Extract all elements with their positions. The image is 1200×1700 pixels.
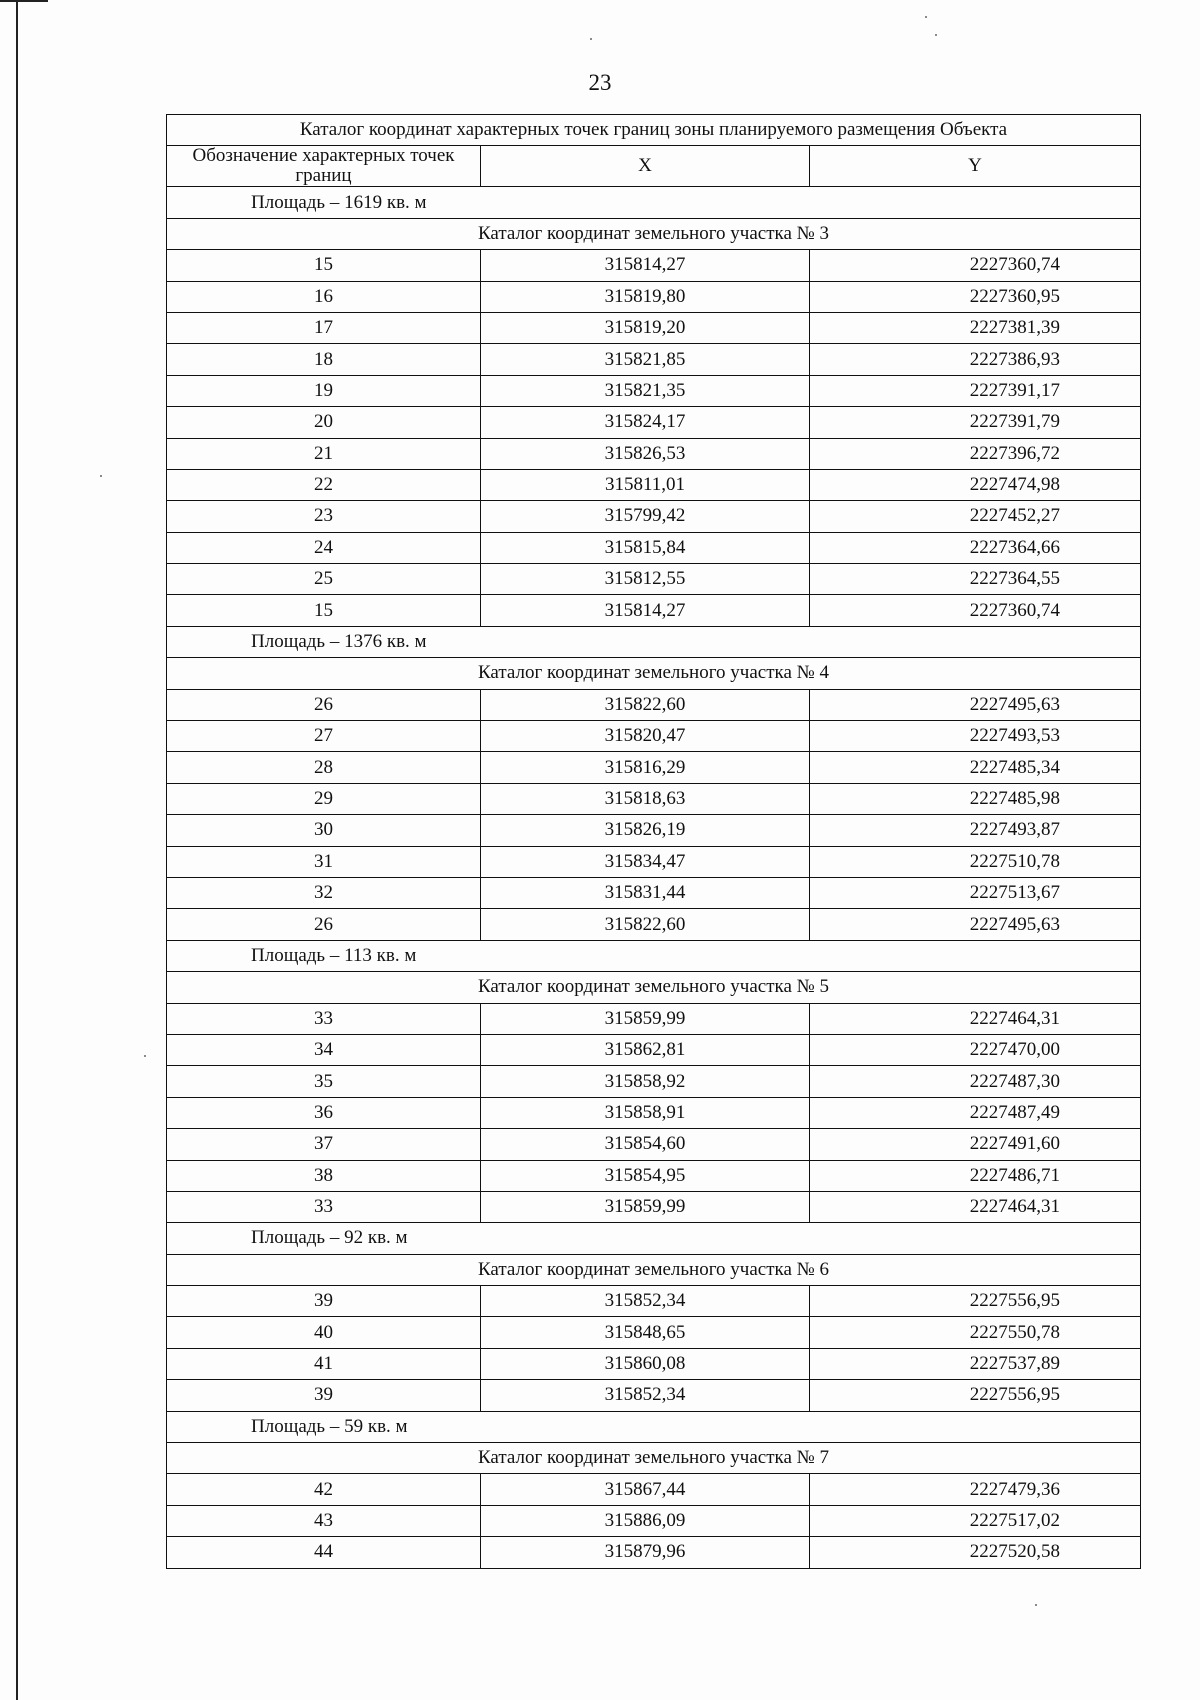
y-cell: 2227391,79 [810,407,1141,438]
x-cell: 315822,60 [481,689,810,720]
section-title: Каталог координат земельного участка № 7 [167,1443,1141,1474]
section-title: Каталог координат земельного участка № 5 [167,972,1141,1003]
table-row [167,1505,1141,1536]
table-title: Каталог координат характерных точек границ зоны планируемого размещения Объекта [167,115,1141,146]
section-title: Каталог координат земельного участка № 3 [167,218,1141,249]
scan-speck [144,1055,146,1057]
point-cell: 25 [167,564,481,595]
y-cell: 2227396,72 [810,438,1141,469]
table-row [167,1380,1141,1411]
y-cell: 2227391,17 [810,375,1141,406]
scan-speck [1035,1604,1037,1606]
table-row [167,344,1141,375]
point-cell: 28 [167,752,481,783]
x-cell: 315819,80 [481,281,810,312]
point-cell: 36 [167,1097,481,1128]
x-cell: 315859,99 [481,1191,810,1222]
section-header-row [167,658,1141,689]
section-header-row [167,972,1141,1003]
x-cell: 315814,27 [481,595,810,626]
scan-speck [590,38,592,40]
point-cell: 16 [167,281,481,312]
point-cell: 37 [167,1129,481,1160]
x-cell: 315862,81 [481,1034,810,1065]
table-row [167,1097,1141,1128]
table-row [167,501,1141,532]
y-cell: 2227550,78 [810,1317,1141,1348]
y-cell: 2227486,71 [810,1160,1141,1191]
x-cell: 315814,27 [481,250,810,281]
y-cell: 2227479,36 [810,1474,1141,1505]
x-cell: 315852,34 [481,1286,810,1317]
x-cell: 315822,60 [481,909,810,940]
area-row [167,626,1141,657]
table-row [167,1034,1141,1065]
y-cell: 2227364,55 [810,564,1141,595]
y-cell: 2227491,60 [810,1129,1141,1160]
table-row [167,564,1141,595]
x-cell: 315820,47 [481,721,810,752]
point-cell: 44 [167,1537,481,1568]
table-row [167,783,1141,814]
x-cell: 315867,44 [481,1474,810,1505]
y-cell: 2227360,74 [810,595,1141,626]
y-cell: 2227452,27 [810,501,1141,532]
x-cell: 315852,34 [481,1380,810,1411]
table-row [167,846,1141,877]
point-cell: 27 [167,721,481,752]
point-cell: 20 [167,407,481,438]
table-row [167,469,1141,500]
table-row [167,815,1141,846]
point-cell: 43 [167,1505,481,1536]
y-cell: 2227485,34 [810,752,1141,783]
x-cell: 315860,08 [481,1348,810,1379]
x-cell: 315819,20 [481,312,810,343]
scan-speck [935,34,937,36]
table-row [167,532,1141,563]
table-row [167,1317,1141,1348]
x-cell: 315879,96 [481,1537,810,1568]
table-row [167,1191,1141,1222]
table-row [167,1537,1141,1568]
table-row [167,909,1141,940]
y-cell: 2227556,95 [810,1286,1141,1317]
scan-edge [16,0,18,1700]
table-row [167,312,1141,343]
point-cell: 23 [167,501,481,532]
x-cell: 315799,42 [481,501,810,532]
area-label: Площадь – 59 кв. м [167,1411,1141,1442]
x-cell: 315818,63 [481,783,810,814]
column-header-x: X [481,146,810,187]
table-row [167,1160,1141,1191]
x-cell: 315815,84 [481,532,810,563]
y-cell: 2227464,31 [810,1003,1141,1034]
point-cell: 39 [167,1286,481,1317]
point-cell: 22 [167,469,481,500]
y-cell: 2227386,93 [810,344,1141,375]
table-row [167,407,1141,438]
area-row [167,940,1141,971]
point-cell: 33 [167,1003,481,1034]
x-cell: 315812,55 [481,564,810,595]
point-cell: 17 [167,312,481,343]
point-cell: 35 [167,1066,481,1097]
point-cell: 40 [167,1317,481,1348]
table-row [167,375,1141,406]
section-title: Каталог координат земельного участка № 4 [167,658,1141,689]
x-cell: 315834,47 [481,846,810,877]
table-row [167,281,1141,312]
point-cell: 34 [167,1034,481,1065]
point-cell: 24 [167,532,481,563]
scan-speck [925,16,927,18]
table-row [167,1066,1141,1097]
point-cell: 15 [167,595,481,626]
y-cell: 2227360,74 [810,250,1141,281]
y-cell: 2227520,58 [810,1537,1141,1568]
table-row [167,595,1141,626]
point-cell: 19 [167,375,481,406]
table-row [167,877,1141,908]
table-row [167,752,1141,783]
x-cell: 315858,92 [481,1066,810,1097]
x-cell: 315854,95 [481,1160,810,1191]
table-row [167,689,1141,720]
section-title: Каталог координат земельного участка № 6 [167,1254,1141,1285]
point-cell: 29 [167,783,481,814]
x-cell: 315831,44 [481,877,810,908]
y-cell: 2227495,63 [810,689,1141,720]
point-cell: 39 [167,1380,481,1411]
point-cell: 21 [167,438,481,469]
x-cell: 315858,91 [481,1097,810,1128]
y-cell: 2227510,78 [810,846,1141,877]
point-cell: 15 [167,250,481,281]
table-row [167,438,1141,469]
y-cell: 2227493,87 [810,815,1141,846]
column-header-y: Y [810,146,1141,187]
page-number: 23 [588,70,612,95]
point-cell: 38 [167,1160,481,1191]
x-cell: 315848,65 [481,1317,810,1348]
y-cell: 2227474,98 [810,469,1141,500]
x-cell: 315826,19 [481,815,810,846]
x-cell: 315821,35 [481,375,810,406]
y-cell: 2227493,53 [810,721,1141,752]
table-row [167,1003,1141,1034]
table-row [167,721,1141,752]
point-cell: 33 [167,1191,481,1222]
scan-speck [100,475,102,477]
y-cell: 2227537,89 [810,1348,1141,1379]
point-cell: 31 [167,846,481,877]
point-cell: 26 [167,689,481,720]
x-cell: 315826,53 [481,438,810,469]
table-body [167,187,1141,1568]
area-label: Площадь – 113 кв. м [167,940,1141,971]
x-cell: 315821,85 [481,344,810,375]
y-cell: 2227464,31 [810,1191,1141,1222]
scan-edge [0,0,48,2]
section-header-row [167,1443,1141,1474]
point-cell: 42 [167,1474,481,1505]
y-cell: 2227487,49 [810,1097,1141,1128]
y-cell: 2227470,00 [810,1034,1141,1065]
y-cell: 2227495,63 [810,909,1141,940]
point-cell: 32 [167,877,481,908]
section-header-row [167,1254,1141,1285]
point-cell: 41 [167,1348,481,1379]
x-cell: 315824,17 [481,407,810,438]
area-row [167,187,1141,218]
y-cell: 2227487,30 [810,1066,1141,1097]
y-cell: 2227485,98 [810,783,1141,814]
area-row [167,1411,1141,1442]
table-row [167,1129,1141,1160]
x-cell: 315859,99 [481,1003,810,1034]
x-cell: 315816,29 [481,752,810,783]
x-cell: 315811,01 [481,469,810,500]
y-cell: 2227364,66 [810,532,1141,563]
area-label: Площадь – 92 кв. м [167,1223,1141,1254]
point-cell: 18 [167,344,481,375]
area-row [167,1223,1141,1254]
coordinates-table [166,114,1141,1569]
section-header-row [167,218,1141,249]
table-row [167,1474,1141,1505]
y-cell: 2227513,67 [810,877,1141,908]
x-cell: 315854,60 [481,1129,810,1160]
x-cell: 315886,09 [481,1505,810,1536]
table-row [167,250,1141,281]
y-cell: 2227381,39 [810,312,1141,343]
area-label: Площадь – 1376 кв. м [167,626,1141,657]
table-row [167,1286,1141,1317]
table-row [167,1348,1141,1379]
column-header-point: Обозначение характерных точек границ [167,146,481,187]
y-cell: 2227517,02 [810,1505,1141,1536]
y-cell: 2227360,95 [810,281,1141,312]
area-label: Площадь – 1619 кв. м [167,187,1141,218]
point-cell: 26 [167,909,481,940]
point-cell: 30 [167,815,481,846]
y-cell: 2227556,95 [810,1380,1141,1411]
